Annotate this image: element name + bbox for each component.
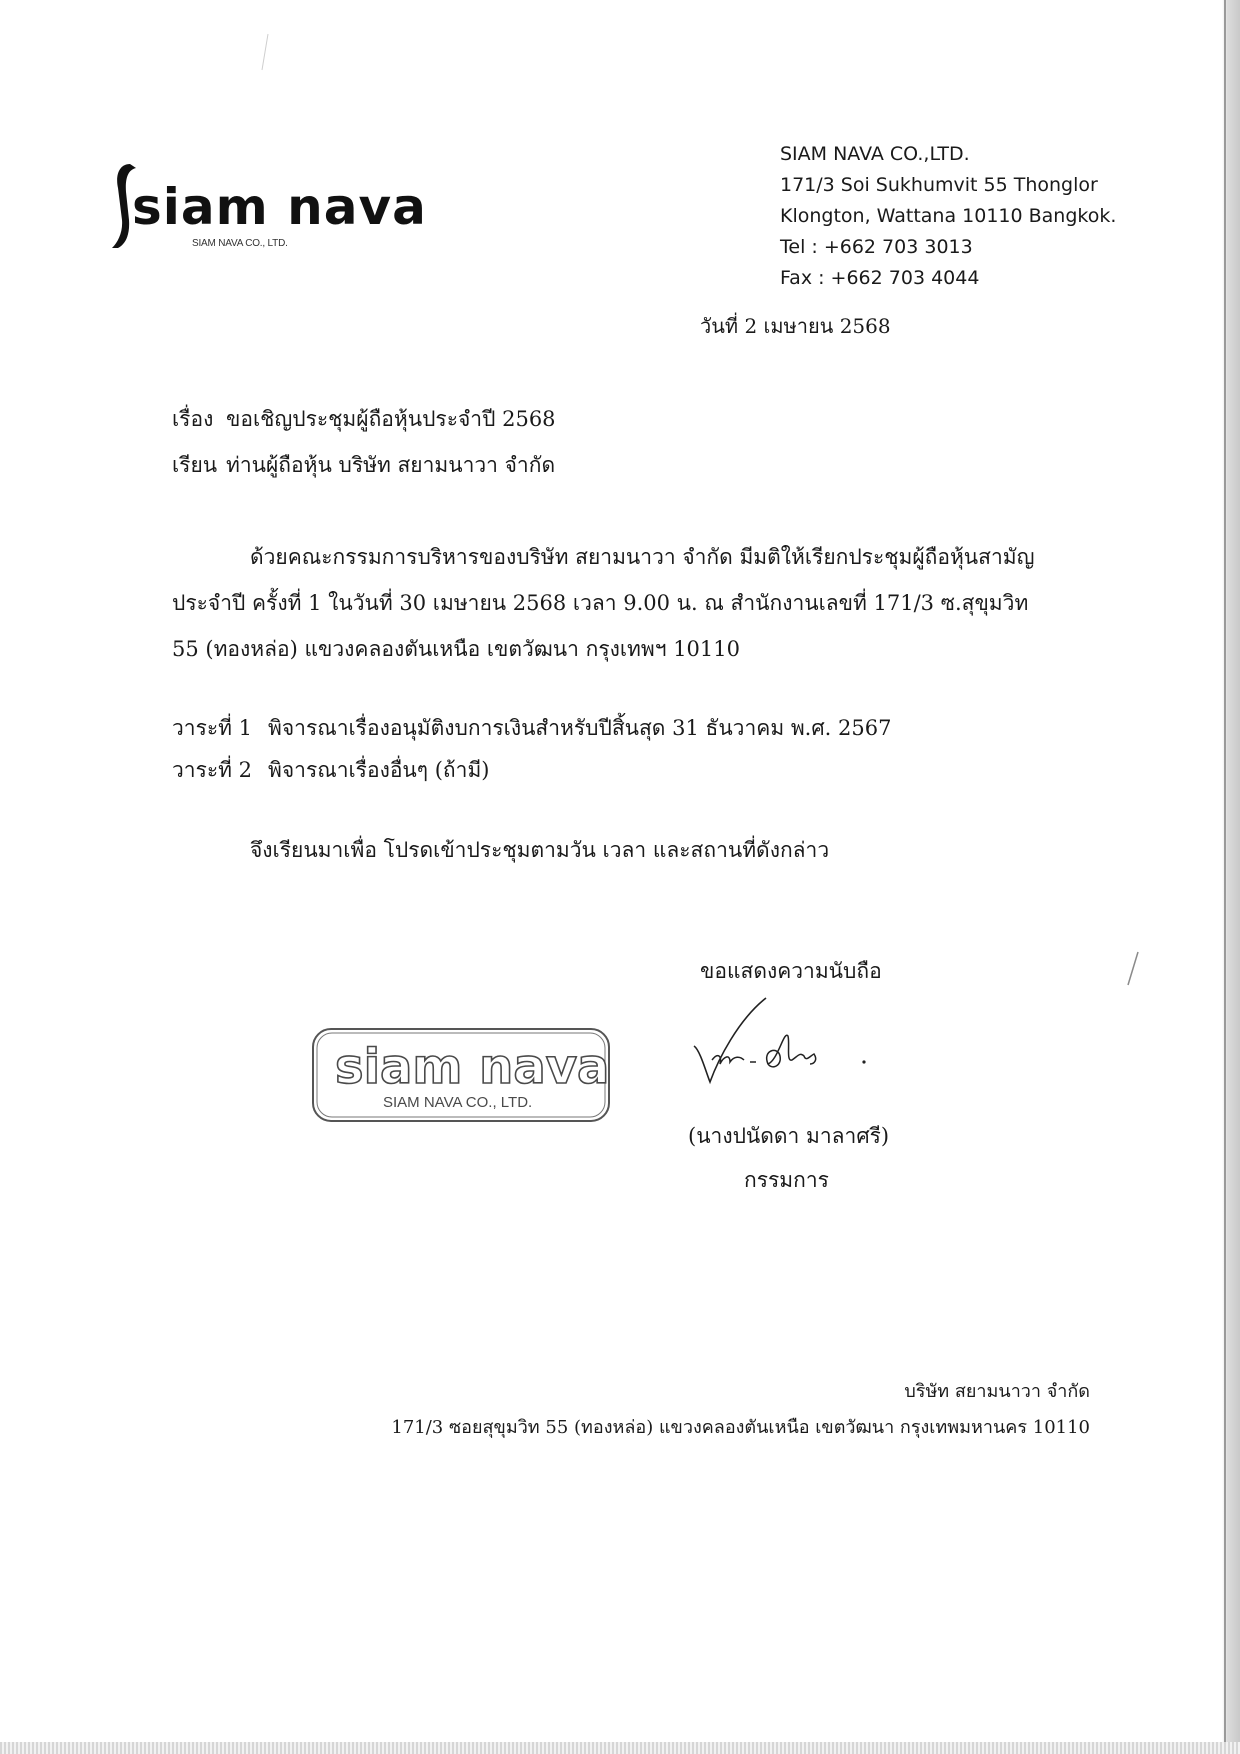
stamp-main-text: siam nava — [335, 1039, 610, 1095]
company-logo — [112, 158, 427, 254]
footer-company-name: บริษัท สยามนาวา จำกัด — [904, 1381, 1090, 1402]
company-address-line2: Klongton, Wattana 10110 Bangkok. — [780, 205, 1117, 227]
body-line: ประจำปี ครั้งที่ 1 ในวันที่ 30 เมษายน 2568 เวลา 9.00 น. ณ สำนักงานเลขที่ 171/3 ซ.สุขุมวิท — [172, 591, 1029, 615]
subject-block — [172, 396, 556, 488]
subject-line — [172, 396, 556, 442]
agenda-item — [172, 707, 891, 749]
company-name: SIAM NAVA CO.,LTD. — [780, 143, 970, 165]
company-address-line1: 171/3 Soi Sukhumvit 55 Thonglor — [780, 174, 1098, 196]
logo-subtext: SIAM NAVA CO., LTD. — [192, 238, 288, 249]
agenda-list — [172, 707, 891, 791]
body-line: 55 (ทองหล่อ) แขวงคลองตันเหนือ เขตวัฒนา กรุงเทพฯ 10110 — [172, 637, 741, 661]
agenda-label: วาระที่ 1 — [172, 716, 253, 740]
subject-text: ขอเชิญประชุมผู้ถือหุ้นประจำปี 2568 — [226, 407, 556, 431]
body-paragraph — [172, 534, 1042, 672]
footer-address: 171/3 ซอยสุขุมวิท 55 (ทองหล่อ) แขวงคลองตันเหนือ เขตวัฒนา กรุงเทพมหานคร 10110 — [391, 1417, 1090, 1438]
signer-title: กรรมการ — [744, 1168, 829, 1192]
recipient-label: เรียน — [172, 453, 218, 477]
agenda-item — [172, 749, 891, 791]
agenda-label: วาระที่ 2 — [172, 758, 253, 782]
agenda-text: พิจารณาเรื่องอนุมัติงบการเงินสำหรับปีสิ้นสุด 31 ธันวาคม พ.ศ. 2567 — [268, 716, 892, 740]
subject-label: เรื่อง — [172, 407, 214, 431]
agenda-text: พิจารณาเรื่องอื่นๆ (ถ้ามี) — [268, 758, 490, 782]
company-info — [780, 139, 1220, 294]
logo-text: siam nava — [132, 178, 427, 236]
stamp-sub-text: SIAM NAVA CO., LTD. — [383, 1094, 533, 1111]
signer-name: (นางปนัดดา มาลาศรี) — [688, 1124, 890, 1148]
handwritten-signature — [688, 990, 878, 1100]
letter-date: วันที่ 2 เมษายน 2568 — [700, 314, 891, 338]
company-tel: Tel : +662 703 3013 — [780, 236, 973, 258]
recipient-line — [172, 442, 556, 488]
company-fax: Fax : +662 703 4044 — [780, 267, 980, 289]
regards-text: ขอแสดงความนับถือ — [700, 959, 882, 983]
closing-sentence: จึงเรียนมาเพื่อ โปรดเข้าประชุมตามวัน เวลา และสถานที่ดังกล่าว — [250, 838, 830, 862]
body-line: ด้วยคณะกรรมการบริหารของบริษัท สยามนาวา จำกัด มีมติให้เรียกประชุมผู้ถือหุ้นสามัญ — [250, 545, 1035, 569]
recipient-text: ท่านผู้ถือหุ้น บริษัท สยามนาวา จำกัด — [226, 453, 556, 477]
company-stamp — [311, 1027, 611, 1123]
